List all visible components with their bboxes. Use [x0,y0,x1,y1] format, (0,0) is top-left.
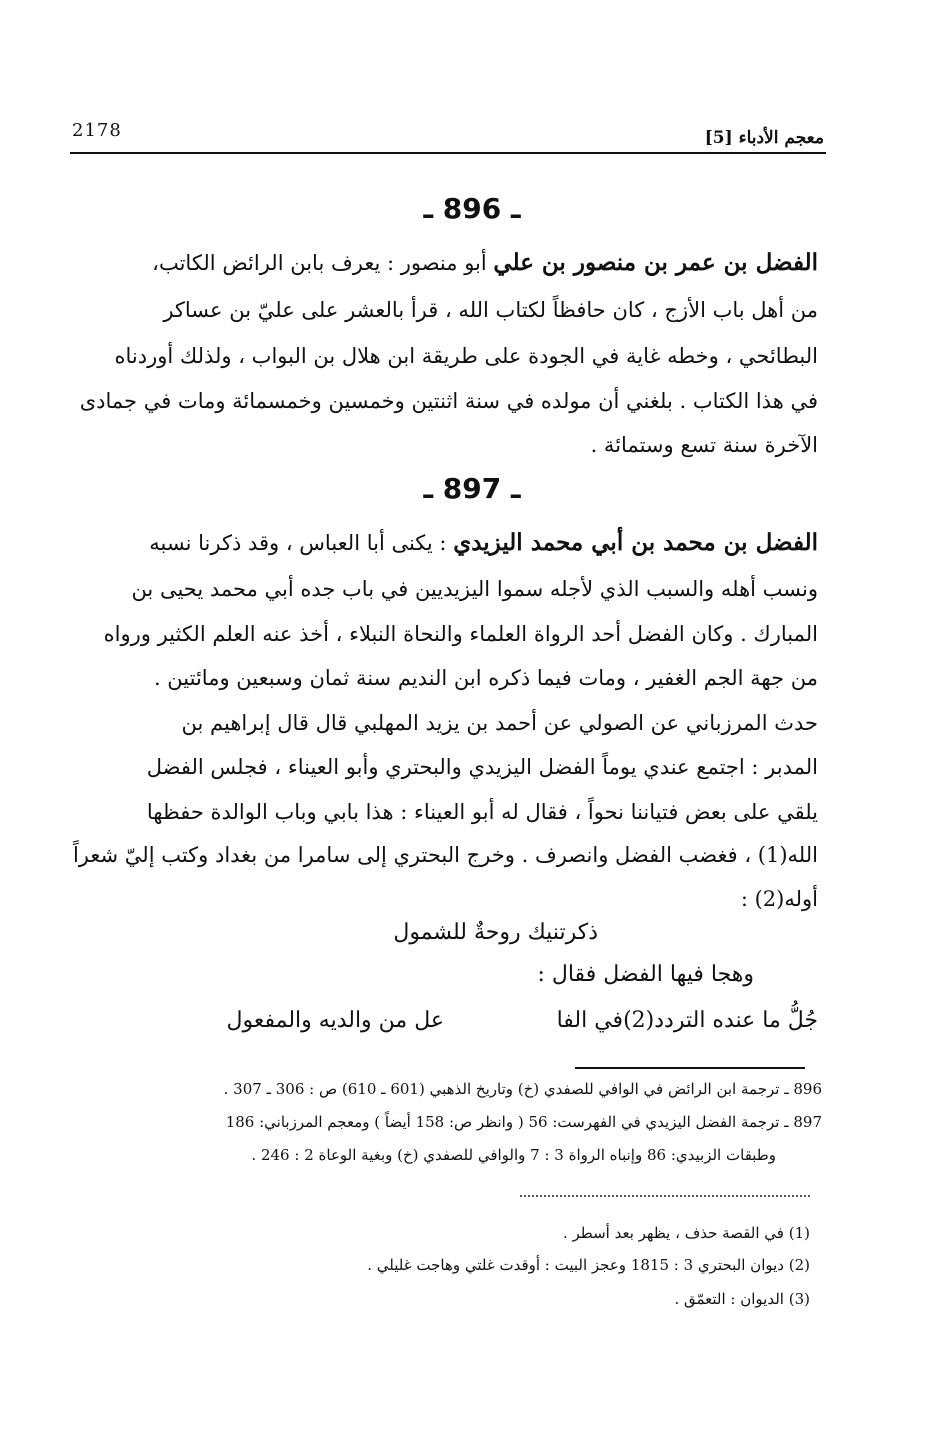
verse-2-first-hemistich: جُلُّ ما عنده التردد(2)في الفا [556,1008,818,1033]
entry-897-line-3: المبارك . وكان الفضل أحد الرواة العلماء والنحاة النبلاء ، أخذ عنه العلم الكثير ورواه [103,622,818,646]
entry-897-line-9: أوله(2) : [740,887,818,911]
verse-intro: وهجا فيها الفضل فقال : [537,962,754,987]
entry-896-name: الفضل بن عمر بن منصور بن علي [493,249,818,276]
footnote-3: (3) الديوان : التعمّق . [674,1290,810,1308]
entry-897-line-7: يلقي على بعض فتياننا نحواً ، فقال له أبو العيناء : هذا بابي وباب الوالدة حفظها [146,800,818,824]
entry-897-name: الفضل بن محمد بن أبي محمد اليزيدي [453,529,818,556]
entry-896-text: أبو منصور : يعرف بابن الرائض الكاتب، [152,251,487,275]
source-note-897: 897 ـ ترجمة الفضل اليزيدي في الفهرست: 56 ( وانظر ص: 158 أيضاً ) ومعجم المرزباني: 186 [225,1113,822,1131]
entry-897-line-2: ونسب أهله والسبب الذي لأجله سموا اليزيديين في باب جده أبي محمد يحيى بن [131,577,818,601]
entry-897-line-4: من جهة الجم الغفير ، ومات فيما ذكره ابن النديم سنة ثمان وسبعين ومائتين . [153,666,818,690]
entry-897-text: : يكنى أبا العباس ، وقد ذكرنا نسبه [149,531,447,555]
entry-896-line-2: من أهل باب الأزج ، كان حافظاً لكتاب الله ، قرأ بالعشر على عليّ بن عساكر [163,298,818,322]
entry-897-line-1 [66,520,818,566]
entry-number-897: ـ 897 ـ [423,472,521,505]
entry-896-line-4: في هذا الكتاب . بلغني أن مولده في سنة اثنتين وخمسين وخمسمائة ومات في جمادى [79,389,818,413]
entry-896-line-3: البطائحي ، وخطه غاية في الجودة على طريقة ابن هلال بن البواب ، ولذلك أوردناه [114,344,818,368]
footnote-dotted-divider [520,1195,810,1197]
header-divider [70,152,826,154]
source-note-897-cont: وطبقات الزبيدي: 86 وإنباه الرواة 3 : 7 والوافي للصفدي (خ) وبغية الوعاة 2 : 246 . [251,1146,776,1164]
verse-2-second-hemistich: عل من والديه والمفعول [226,1008,444,1033]
entry-897-line-5: حدث المرزباني عن الصولي عن أحمد بن يزيد المهلبي قال قال إبراهيم بن [181,711,818,735]
source-note-896: 896 ـ ترجمة ابن الرائض في الوافي للصفدي (خ) وتاريخ الذهبي (601 ـ 610) ص : 306 ـ 307 . [223,1080,822,1098]
footnote-1: (1) في القصة حذف ، يظهر بعد أسطر . [562,1224,810,1242]
entry-896-line-5: الآخرة سنة تسع وستمائة . [590,433,818,457]
footnote-divider [575,1067,805,1069]
entry-896-line-1 [66,240,818,286]
running-head-title: معجم الأدباء [5] [704,128,824,148]
entry-897-line-8: الله(1) ، فغضب الفضل وانصرف . وخرج البحتري إلى سامرا من بغداد وكتب إليّ شعراً [72,843,818,867]
verse-line-1: ذكرتنيك روحةٌ للشمول [393,920,598,945]
page-number: 2178 [72,120,122,141]
footnote-2: (2) ديوان البحتري 3 : 1815 وعجز البيت : أوقدت غلتي وهاجت غليلي . [367,1256,810,1274]
entry-897-line-6: المدبر : اجتمع عندي يوماً الفضل اليزيدي والبحتري وأبو العيناء ، فجلس الفضل [146,755,818,779]
entry-number-896: ـ 896 ـ [423,192,521,225]
